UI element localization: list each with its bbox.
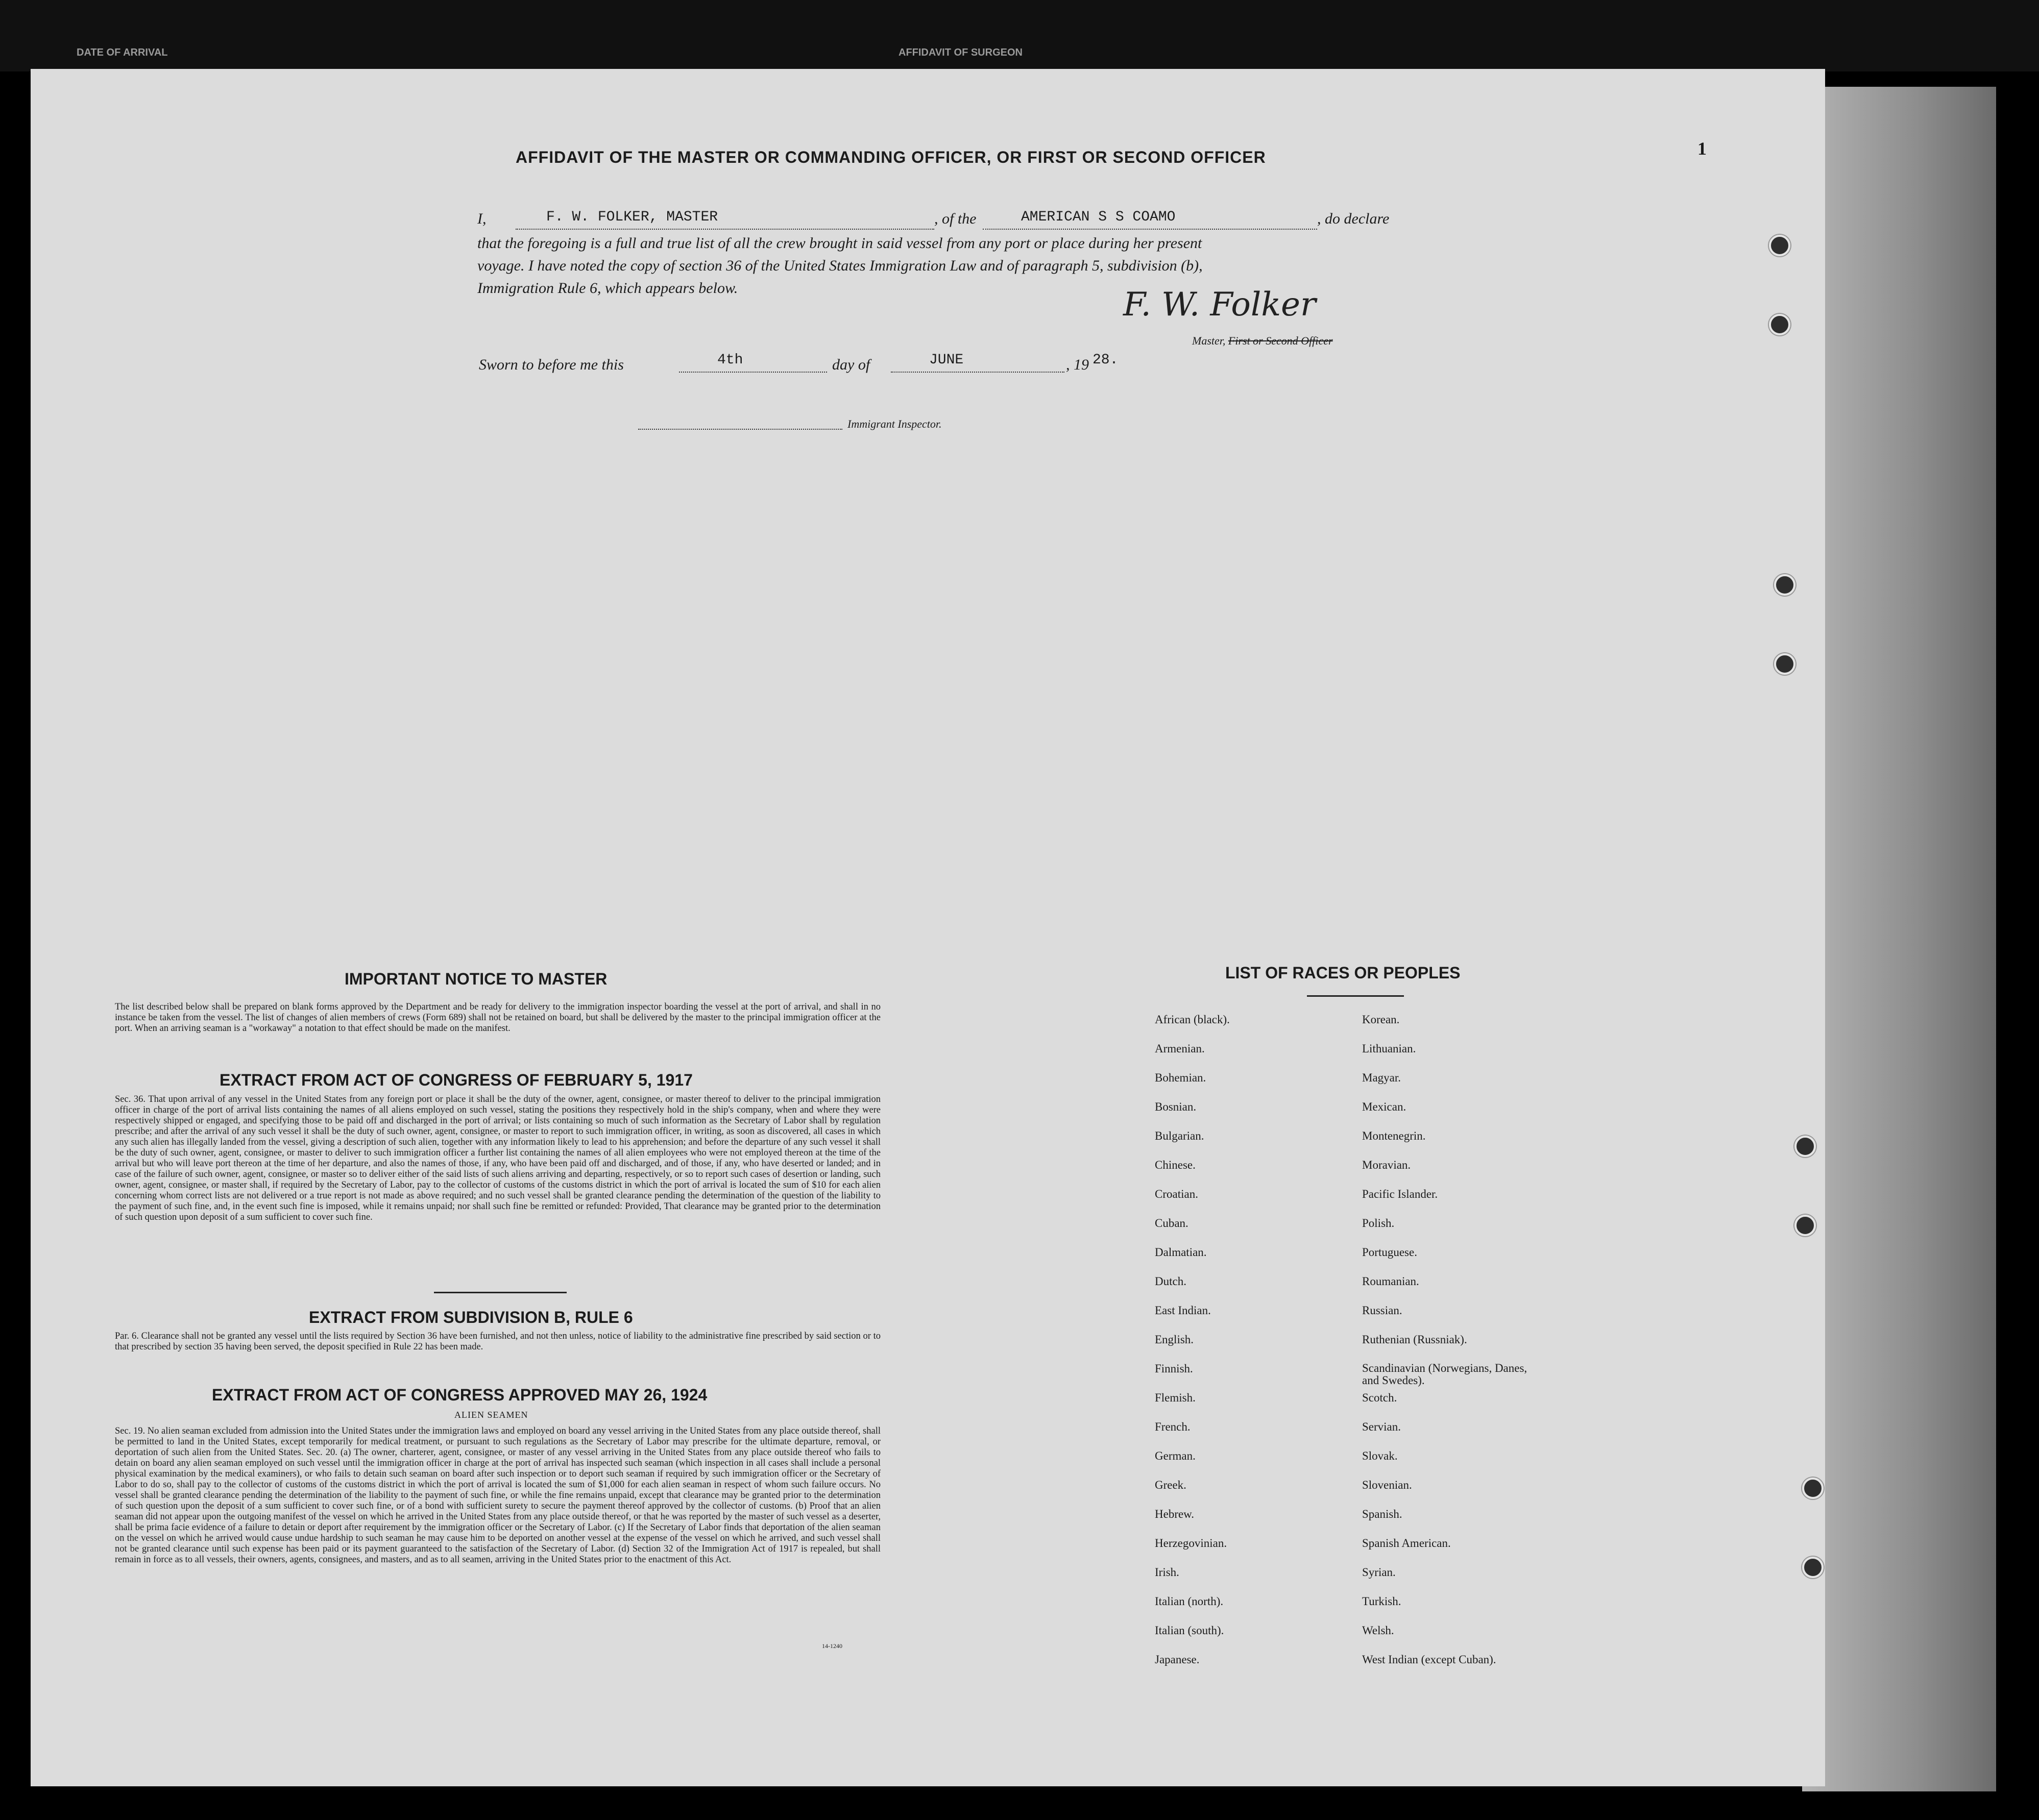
race-item: Japanese.: [1155, 1653, 1200, 1666]
master-struck-text: First or Second Officer: [1228, 334, 1333, 347]
punch-hole-icon: [1769, 235, 1790, 256]
race-item: Dutch.: [1155, 1275, 1186, 1288]
punch-hole-icon: [1802, 1557, 1824, 1578]
divider-rule: [434, 1292, 567, 1293]
year-prefix: , 19: [1066, 356, 1089, 373]
inspector-label: Immigrant Inspector.: [847, 417, 942, 430]
race-item: East Indian.: [1155, 1304, 1211, 1317]
alien-seamen-subtitle: ALIEN SEAMEN: [454, 1410, 528, 1420]
race-item: Cuban.: [1155, 1217, 1188, 1229]
race-item: Bohemian.: [1155, 1071, 1206, 1084]
sworn-month-field: JUNE: [929, 352, 964, 368]
race-item: Hebrew.: [1155, 1508, 1195, 1520]
race-item: Montenegrin.: [1362, 1129, 1426, 1142]
master-signature: F. W. Folker: [1123, 286, 1316, 324]
race-item: Slovak.: [1362, 1449, 1398, 1462]
race-item: Ruthenian (Russniak).: [1362, 1333, 1467, 1346]
race-item: West Indian (except Cuban).: [1362, 1653, 1496, 1666]
punch-hole-icon: [1774, 653, 1795, 675]
race-item: Portuguese.: [1362, 1246, 1417, 1259]
race-item: French.: [1155, 1420, 1191, 1433]
punch-hole-icon: [1769, 314, 1790, 335]
vessel-underline: [983, 229, 1317, 230]
race-item: Polish.: [1362, 1217, 1395, 1229]
form-number: 14-1240: [822, 1642, 842, 1650]
race-item: African (black).: [1155, 1013, 1230, 1026]
do-declare-text: , do declare: [1317, 210, 1390, 227]
top-dark-strip: [0, 0, 2039, 71]
race-item: Turkish.: [1362, 1595, 1401, 1608]
race-item: Finnish.: [1155, 1362, 1193, 1375]
race-item: Lithuanian.: [1362, 1042, 1416, 1055]
sworn-year-field: 28.: [1093, 352, 1119, 368]
extract-1924-body: Sec. 19. No alien seaman excluded from admission into the United States under the immigration laws and employed on board any vessel arriving in the United States from any place outside thereof, shall be permitted to land in the United States, except temporarily for medical treatment, or pursuant to such regulations as the Secretary of Labor may prescribe for the ultimate departure, removal, or deportation of such alien from the United States. Sec. 20. (a) The owner, charterer, agent, consignee, or master of any vessel arriving in the United States from any place outside thereof who fails to detain on board any alien seaman employed on such vessel until the immigration officer in charge at the port of arrival has inspected such seaman (which inspection in all cases shall include a personal physical examination by the medical examiners), or who fails to detain such seaman on board after such inspection or to deport such seaman if required by such immigration officer or the Secretary of Labor to do so, shall pay to the collector of customs of the customs district in which the port of arrival is located the sum of $1,000 for each alien seaman in respect of whom such failure occurs. No vessel shall be granted clearance pending the determination of the liability to the payment of such fine, or while the fine remains unpaid, except that clearance may be granted prior to the determination of such question upon the deposit of a sum sufficient to cover such fine, or of a bond with sufficient surety to secure the payment thereof approved by the collector of customs. (b) Proof that an alien seaman did not appear upon the outgoing manifest of the vessel on which he arrived in the United States from any place outside thereof, or that he was reported by the master of such vessel as a deserter, shall be prima facie evidence of a failure to detain or deport after requirement by the immigration officer or the Secretary of Labor. (c) If the Secretary of Labor finds that deportation of the alien seaman on the vessel on which he arrived would cause undue hardship to such seaman he may cause him to be deported on another vessel at the expense of the vessel on which he arrived, and such vessel shall not be granted clearance until such expense has been paid or its payment guaranteed to the satisfaction of the Secretary of Labor. (d) Section 32 of the Immigration Act of 1917 is repealed, but shall remain in force as to all vessels, their owners, agents, consignees, and masters, and as to all seamen, arriving in the United States prior to the enactment of this Act.: [115, 1426, 881, 1565]
header-date-label: DATE OF ARRIVAL: [77, 47, 168, 58]
vessel-name-field: AMERICAN S S COAMO: [1021, 209, 1176, 225]
i-prefix: I,: [477, 210, 487, 227]
underlying-page: [1802, 87, 1996, 1791]
race-item: Spanish American.: [1362, 1537, 1451, 1550]
race-item: Scandinavian (Norwegians, Danes, and Swedes).: [1362, 1362, 1527, 1387]
races-title-rule: [1307, 995, 1404, 997]
race-item: Magyar.: [1362, 1071, 1401, 1084]
race-item: Bulgarian.: [1155, 1129, 1204, 1142]
race-item: Armenian.: [1155, 1042, 1205, 1055]
declaration-line-4: Immigration Rule 6, which appears below.: [477, 280, 738, 297]
race-item: Spanish.: [1362, 1508, 1402, 1520]
of-the-text: , of the: [934, 210, 977, 227]
race-item: Scotch.: [1362, 1391, 1397, 1404]
race-item: Welsh.: [1362, 1624, 1394, 1637]
race-item: Italian (south).: [1155, 1624, 1224, 1637]
race-item: English.: [1155, 1333, 1194, 1346]
extract-1917-title: EXTRACT FROM ACT OF CONGRESS OF FEBRUARY 5, 1917: [220, 1071, 693, 1089]
race-item: Korean.: [1362, 1013, 1400, 1026]
race-item: Syrian.: [1362, 1566, 1396, 1579]
race-item: Chinese.: [1155, 1159, 1196, 1171]
race-item: Italian (north).: [1155, 1595, 1224, 1608]
punch-hole-icon: [1802, 1478, 1824, 1499]
race-item: Irish.: [1155, 1566, 1179, 1579]
master-label: [1192, 334, 1333, 348]
declaration-line-3: voyage. I have noted the copy of section 36 of the United States Immigration Law and of paragraph 5, subdivision (b),: [477, 257, 1203, 274]
master-label-text: Master,: [1192, 334, 1226, 347]
sworn-day-field: 4th: [717, 352, 743, 368]
page-number: 1: [1697, 138, 1707, 159]
affidavit-title: AFFIDAVIT OF THE MASTER OR COMMANDING OFFICER, OR FIRST OR SECOND OFFICER: [516, 148, 1266, 166]
name-underline: [516, 229, 934, 230]
race-item: Greek.: [1155, 1479, 1186, 1491]
race-item: Flemish.: [1155, 1391, 1196, 1404]
punch-hole-icon: [1794, 1215, 1816, 1236]
race-item: Bosnian.: [1155, 1100, 1197, 1113]
race-item: German.: [1155, 1449, 1196, 1462]
extract-rule6-title: EXTRACT FROM SUBDIVISION B, RULE 6: [309, 1308, 633, 1326]
declaration-line-2: that the foregoing is a full and true list of all the crew brought in said vessel from any port or place during her present: [477, 235, 1202, 252]
extract-1917-body: Sec. 36. That upon arrival of any vessel in the United States from any foreign port or place it shall be the duty of the owner, agent, consignee, or master thereof to deliver to the principal immigration officer in charge of the port of arrival lists containing the names of all aliens employed on such vessel, stating the positions they respectively hold in the ship's company, when and where they were respectively shipped or engaged, and specifying those to be paid off and discharged in the port of arrival; or lists containing so much of such information as the Secretary of Labor shall by regulation prescribe; and after the arrival of any such vessel it shall be the duty of such owner, agent, consignee, or master to report to such immigration officer, in writing, as soon as discovered, all cases in which any such alien has illegally landed from the vessel, giving a description of such alien, together with any information likely to lead to his apprehension; and before the departure of any such vessel it shall be the duty of such owner, agent, consignee, or master to deliver to such immigration officer a further list containing the names of all alien employees who were not employed thereon at the time of the arrival but who will leave port thereon at the time of her departure, and also the names of those, if any, who have been paid off and discharged, and of those, if any, who have deserted or landed; and in case of the failure of such owner, agent, consignee, or master so to deliver either of the said lists of such aliens arriving and departing, respectively, or so to report such cases of desertion or landing, such owner, agent, consignee, or master shall, if required by the Secretary of Labor, pay to the collector of customs of the customs district in which the port of arrival is located the sum of $10 for each alien concerning whom correct lists are not delivered or a true report is not made as above required; and no such vessel shall be granted clearance pending the determination of the question of the liability to the payment of such fine, and, in the event such fine is imposed, while it remains unpaid; nor shall such fine be remitted or refunded: Provided, That clearance may be granted prior to the determination of such question upon deposit of a sum sufficient to cover such fine.: [115, 1094, 881, 1222]
declaration-line-1: [477, 210, 487, 228]
race-item: Pacific Islander.: [1362, 1188, 1438, 1200]
race-item: Mexican.: [1362, 1100, 1406, 1113]
day-of-text: day of: [832, 356, 870, 373]
punch-hole-icon: [1774, 574, 1795, 596]
race-item: Roumanian.: [1362, 1275, 1419, 1288]
notice-title: IMPORTANT NOTICE TO MASTER: [345, 970, 608, 988]
month-underline: [891, 372, 1064, 373]
sworn-prefix: Sworn to before me this: [479, 356, 624, 373]
race-item: Moravian.: [1362, 1159, 1411, 1171]
extract-1924-title: EXTRACT FROM ACT OF CONGRESS APPROVED MAY 26, 1924: [212, 1386, 708, 1404]
header-middle-label: AFFIDAVIT OF SURGEON: [899, 47, 1023, 58]
race-item: Croatian.: [1155, 1188, 1198, 1200]
race-item: Russian.: [1362, 1304, 1402, 1317]
inspector-underline: [638, 429, 842, 430]
race-item: Dalmatian.: [1155, 1246, 1207, 1259]
notice-body: The list described below shall be prepared on blank forms approved by the Department and be ready for delivery to the immigration inspector boarding the vessel at the port of arrival, and shall in no instance be taken from the vessel. The list of changes of alien members of crews (Form 689) shall not be retained on board, but shall be delivered by the master to the principal immigration officer at the port. When an arriving seaman is a "workaway" a notation to that effect should be made on the manifest.: [115, 1002, 881, 1034]
race-item: Servian.: [1362, 1420, 1401, 1433]
race-item: Herzegovinian.: [1155, 1537, 1227, 1550]
extract-rule6-body: Par. 6. Clearance shall not be granted any vessel until the lists required by Section 36 have been furnished, and not then unless, notice of liability to the administrative fine prescribed by said section or to that prescribed by section 35 having been served, the deposit specified in Rule 22 has been made.: [115, 1331, 881, 1352]
day-underline: [679, 372, 827, 373]
races-title: LIST OF RACES OR PEOPLES: [1225, 964, 1461, 982]
punch-hole-icon: [1794, 1136, 1816, 1157]
race-item: Slovenian.: [1362, 1479, 1412, 1491]
master-name-field: F. W. FOLKER, MASTER: [546, 209, 718, 225]
